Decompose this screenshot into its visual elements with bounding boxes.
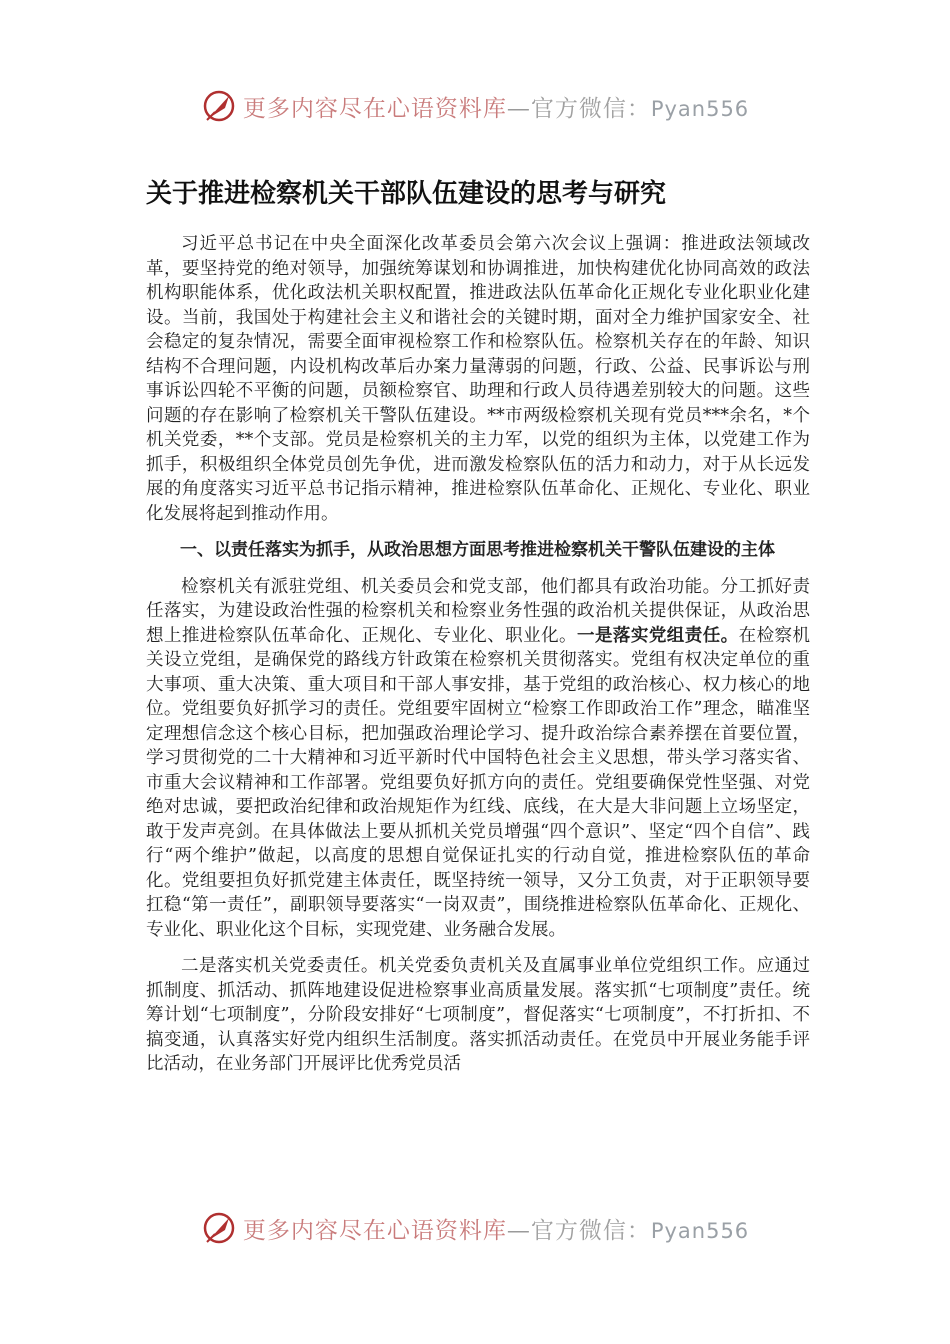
document-title: 关于推进检察机关干部队伍建设的思考与研究	[146, 179, 667, 209]
quill-logo-icon	[201, 88, 237, 124]
paragraph-committee: 二是落实机关党委责任。机关党委负责机关及直属事业单位党组织工作。应通过抓制度、抓活动、抓阵地建设促进检察事业高质量发展。落实抓“七项制度”责任。统筹计划“七项制度”，分阶段安排好“七项制度”，督促落实“七项制度”，不打折扣、不搞变通，认真落实好党内组织生活制度。落实抓活动责任。在党员中开展业务能手评比活动，在业务部门开展评比优秀党员活	[146, 956, 810, 1074]
watermark-main: 更多内容尽在心语资料库	[242, 95, 507, 122]
paragraph-text: 检察机关有派驻党组、机关委员会和党支部，他们都具有政治功能。分工抓好责任落实，为建设政治性强的检察机关和检察业务性强的政治机关提供保证，从政治思想上推进检察队伍革命化、正规化、专业化、职业化。	[146, 576, 810, 646]
paragraph-text: 在检察机关设立党组，是确保党的路线方针政策在检察机关贯彻落实。党组有权决定单位的重大事项、重大决策、重大项目和干部人事安排，基于党组的政治核心、权力核心的地位。党组要负好抓学习的责任。党组要牢固树立“检察工作即政治工作”理念，瞄准坚定理想信念这个核心目标，把加强政治理论学习、提升政治综合素养摆在首要位置，学习贯彻党的二十大精神和习近平新时代中国特色社会主义思想，带头学习落实省、市重大会议精神和工作部署。党组要负好抓方向的责任。党组要确保党性坚强、对党绝对忠诚，要把政治纪律和政治规矩作为红线、底线，在大是大非问题上立场坚定，敢于发声亮剑。在具体做法上要从抓机关党员增强“四个意识”、坚定“四个自信”、践行“两个维护”做起，以高度的思想自觉保证扎实的行动自觉，推进检察队伍的革命化。党组要担负好抓党建主体责任，既坚持统一领导，又分工负责，对于正职领导要扛稳“第一责任”，副职领导要落实“一岗双责”，围绕推进检察队伍革命化、正规化、专业化、职业化这个目标，实现党建、业务融合发展。	[146, 625, 810, 940]
watermark-text	[243, 90, 749, 123]
watermark-dash: —	[506, 95, 531, 122]
paragraph-party-group	[146, 575, 810, 943]
watermark-wechat-label: 官方微信：	[530, 95, 651, 122]
watermark-dash: —	[506, 1217, 531, 1244]
quill-logo-icon	[201, 1210, 237, 1246]
watermark-main: 更多内容尽在心语资料库	[242, 1217, 507, 1244]
section-heading-1: 一、以责任落实为抓手，从政治思想方面思考推进检察机关干警队伍建设的主体	[180, 540, 775, 560]
watermark-wechat-label: 官方微信：	[530, 1217, 651, 1244]
watermark-wechat-id: Pyan556	[650, 96, 750, 121]
watermark-footer	[0, 1206, 950, 1250]
watermark-wechat-id: Pyan556	[650, 1218, 750, 1243]
document-body	[146, 232, 810, 1089]
watermark-text	[243, 1212, 749, 1245]
bold-lead: 一是落实党组责任。	[577, 625, 739, 646]
watermark-header	[0, 84, 950, 128]
paragraph-intro: 习近平总书记在中央全面深化改革委员会第六次会议上强调：推进政法领域改革，要坚持党的绝对领导，加强统筹谋划和协调推进，加快构建优化协同高效的政法机构职能体系，优化政法机关职权配置，推进政法队伍革命化正规化专业化职业化建设。当前，我国处于构建社会主义和谐社会的关键时期，面对全力维护国家安全、社会稳定的复杂情况，需要全面审视检察工作和检察队伍。检察机关存在的年龄、知识结构不合理问题，内设机构改革后办案力量薄弱的问题，行政、公益、民事诉讼与刑事诉讼四轮不平衡的问题，员额检察官、助理和行政人员待遇差别较大的问题。这些问题的存在影响了检察机关干警队伍建设。**市两级检察机关现有党员***余名，*个机关党委，**个支部。党员是检察机关的主力军，以党的组织为主体，以党建工作为抓手，积极组织全体党员创先争优，进而激发检察队伍的活力和动力，对于从长远发展的角度落实习近平总书记指示精神，推进检察队伍革命化、正规化、专业化、职业化发展将起到推动作用。	[146, 234, 810, 524]
